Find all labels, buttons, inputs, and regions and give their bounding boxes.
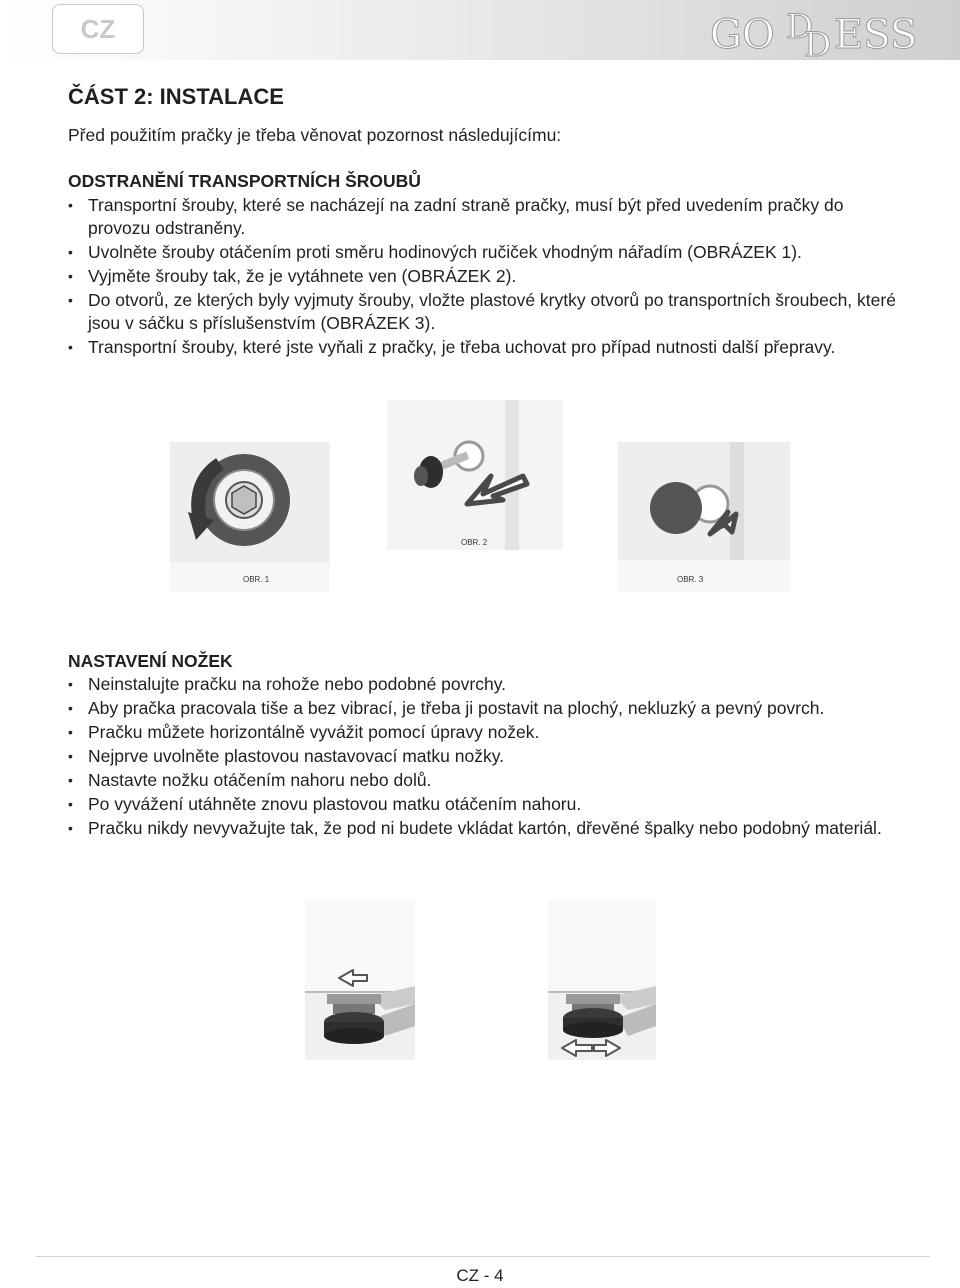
svg-text:ESS: ESS xyxy=(834,12,918,58)
list-item: • Aby pračka pracovala tiše a bez vibrací, je třeba ji postavit na plochý, nekluzký a pevný povrch. xyxy=(68,697,898,720)
list-item: • Uvolněte šrouby otáčením proti směru hodinových ručiček vhodným nářadím (OBRÁZEK 1). xyxy=(68,241,898,264)
feet-adjustment-list xyxy=(68,673,898,841)
figure-2-label: OBR. 2 xyxy=(461,538,488,547)
list-item: • Transportní šrouby, které jste vyňali z pračky, je třeba uchovat pro případ nutnosti další přepravy. xyxy=(68,336,898,359)
footer-divider xyxy=(36,1256,930,1257)
figure-foot-loosen xyxy=(305,900,415,1060)
transport-bolts-list xyxy=(68,194,898,360)
svg-text:D: D xyxy=(786,7,814,47)
section-title: ČÁST 2: INSTALACE xyxy=(68,84,284,109)
feet-adjustment-heading: NASTAVENÍ NOŽEK xyxy=(68,651,233,671)
page-number: CZ - 4 xyxy=(456,1266,504,1285)
list-item: • Vyjměte šrouby tak, že je vytáhnete ven (OBRÁZEK 2). xyxy=(68,265,898,288)
figure-3-label: OBR. 3 xyxy=(677,575,704,584)
figure-1-label: OBR. 1 xyxy=(243,575,270,584)
figure-2-remove-bolt xyxy=(387,400,563,550)
figure-3-insert-cap xyxy=(618,442,790,592)
brand-logo xyxy=(706,4,942,58)
list-item: • Nejprve uvolněte plastovou nastavovací matku nožky. xyxy=(68,745,898,768)
language-tab: CZ xyxy=(52,4,144,54)
svg-text:GO: GO xyxy=(710,12,775,58)
list-item: • Nastavte nožku otáčením nahoru nebo dolů. xyxy=(68,769,898,792)
list-item: • Transportní šrouby, které se nacházejí na zadní straně pračky, musí být před uvedením pračky do provozu odstraněny. xyxy=(68,194,898,240)
list-item: • Pračku nikdy nevyvažujte tak, že pod ni budete vkládat kartón, dřevěné špalky nebo podobný materiál. xyxy=(68,817,898,840)
svg-text:D: D xyxy=(804,25,832,58)
list-item: • Pračku můžete horizontálně vyvážit pomocí úpravy nožek. xyxy=(68,721,898,744)
figure-foot-adjust xyxy=(548,900,656,1060)
list-item: • Do otvorů, ze kterých byly vyjmuty šrouby, vložte plastové krytky otvorů po transportních šroubech, které jsou v sáčku s příslušenstvím (OBRÁZEK 3). xyxy=(68,289,898,335)
intro-text: Před použitím pračky je třeba věnovat pozornost následujícímu: xyxy=(68,125,562,145)
transport-bolts-heading: ODSTRANĚNÍ TRANSPORTNÍCH ŠROUBŮ xyxy=(68,171,421,191)
figure-1-loosen-bolt xyxy=(170,442,330,592)
list-item: • Po vyvážení utáhněte znovu plastovou matku otáčením nahoru. xyxy=(68,793,898,816)
list-item: • Neinstalujte pračku na rohože nebo podobné povrchy. xyxy=(68,673,898,696)
